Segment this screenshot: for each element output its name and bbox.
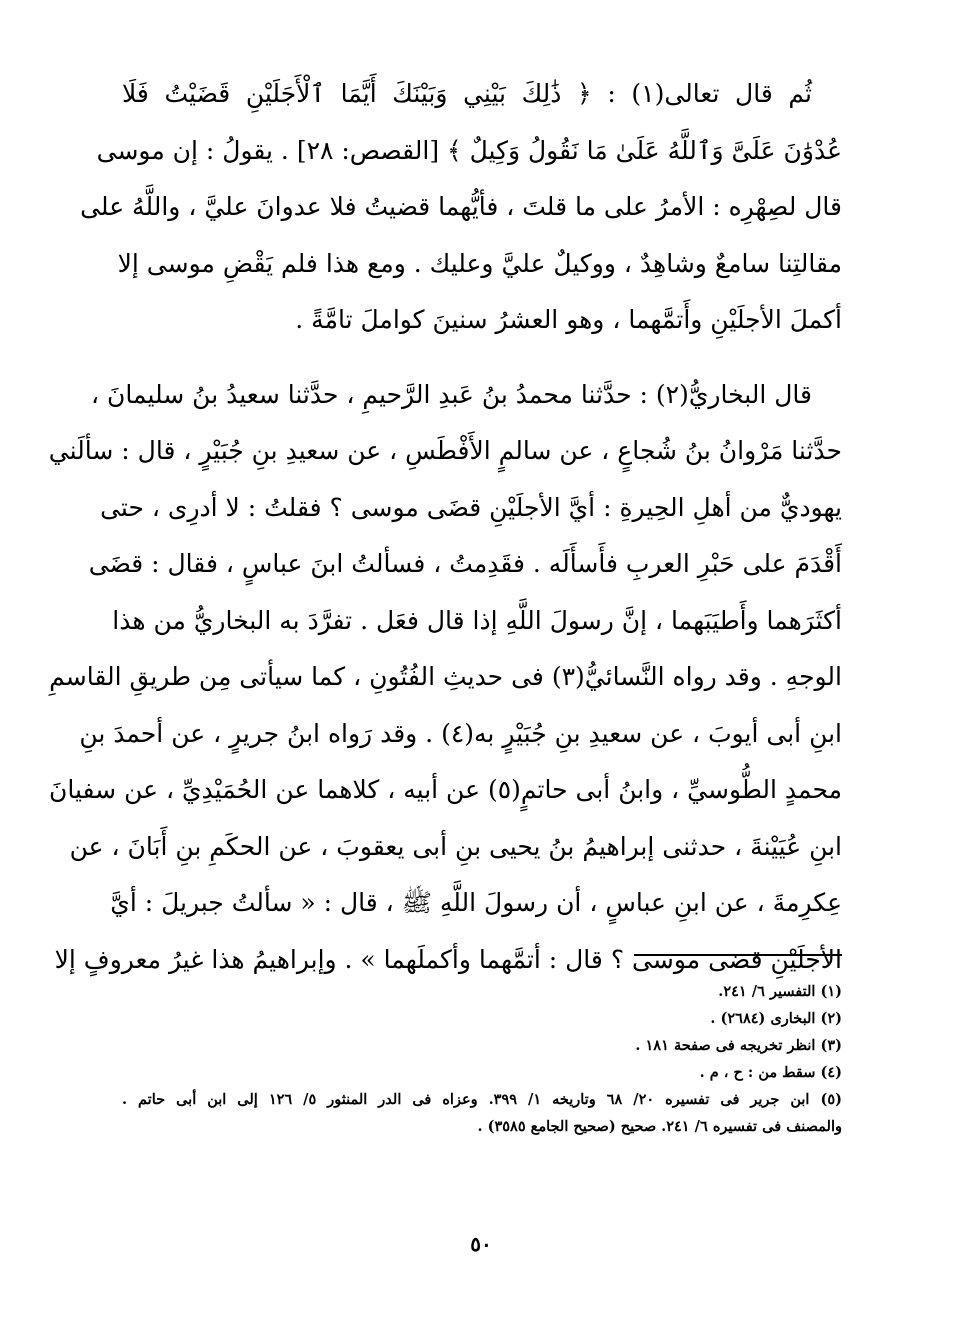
main-text — [48, 66, 842, 988]
footnote-continuation: والمصنف فى تفسيره ٦/ ٢٤١. صحيح (صحيح الجامع ٣٥٨٥) . — [477, 1118, 842, 1135]
footnote: (٤) سقط من : ح ، م . — [699, 1064, 842, 1081]
text-line: يهوديٌّ من أهلِ الحِيرةِ : أيَّ الأجلَيْنِ قضَى موسى ؟ فقلتُ : لا أدرِى ، حتى — [100, 492, 842, 522]
text-line: أكملَ الأجلَيْنِ وأَتمَّهما ، وهو العشرُ سنينَ كواملَ تامَّةً . — [295, 305, 842, 334]
paragraph-1 — [80, 66, 842, 349]
footnote: (١) التفسير ٦/ ٢٤١. — [718, 983, 842, 1000]
text-line: الوجهِ . وقد رواه النَّسائيُّ(٣) فى حديثِ الفُتُونِ ، كما سيأتى مِن طريقِ القاسمِ — [49, 662, 842, 691]
text-line: محمدٍ الطُّوسيِّ ، وابنُ أبى حاتمٍ(٥) عن أبيه ، كلاهما عن الحُمَيْدِيِّ ، عن سفيانَ — [49, 775, 842, 804]
text-line: ابنِ عُيَيْنةَ ، حدثنى إبراهيمُ بنُ يحيى بنِ أبى يعقوبَ ، عن الحكَمِ بنِ أَبَانَ ، عن — [69, 831, 842, 861]
text-line: ثُم قال تعالى(١) : ﴿ ذَٰلِكَ بَيْنِي وَبَيْنَكَ أَيَّمَا ٱلْأَجَلَيْنِ قَضَيْتُ فَلَا — [122, 79, 812, 108]
text-line: حدَّثنا مَرْوانُ بنُ شُجاعٍ ، عن سالمٍ الأَفْطَسِ ، عن سعيدِ بنِ جُبَيْرٍ ، قال : سألَني — [48, 436, 842, 465]
page-number: ٥٠ — [470, 1232, 492, 1256]
text-line: عُدْوَٰنَ عَلَىَّ وَٱللَّهُ عَلَىٰ مَا نَقُولُ وَكِيلٌ ﴾ [القصص: ٢٨] . يقولُ : إن موسى — [96, 135, 842, 165]
text-line: قال البخاريُّ(٢) : حدَّثنا محمدُ بنُ عَبدِ الرَّحيمِ ، حدَّثنا سعيدُ بنُ سليمانَ ، — [91, 379, 812, 409]
footnote: (٢) البخارى (٢٦٨٤) . — [710, 1010, 842, 1027]
footnote-separator — [634, 954, 842, 956]
text-line: أكثَرَهما وأَطيَبَهما ، إنَّ رسولَ اللَّهِ إذا قال فعَل . تفرَّدَ به البخاريُّ من هذا — [112, 605, 842, 635]
text-line: عِكرِمةَ ، عن ابنِ عباسٍ ، أن رسولَ اللَّهِ ﷺ ، قال : « سألتُ جبريلَ : أيَّ — [110, 888, 842, 917]
text-line: ابنِ أبى أيوبَ ، عن سعيدِ بنِ جُبَيْرٍ به(٤) . وقد رَواه ابنُ جريرٍ ، عن أحمدَ بنِ — [79, 718, 842, 748]
footnote: (٥) ابن جرير فى تفسيره ٢٠/ ٦٨ وتاريخه ١/ ٣٩٩. وعزاه فى الدر المنثور ٥/ ١٢٦ إلى ابن أبى حاتم . — [122, 1091, 842, 1108]
text-line: مقالتِنا سامعٌ وشاهِدٌ ، ووكيلٌ عليَّ وعليك . ومع هذا فلم يَقْضِ موسى إلا — [117, 248, 842, 278]
text-line: قال لصِهْرِه : الأمرُ على ما قلتَ ، فأيُّهما قضيتُ فلا عدوانَ عليَّ ، واللَّهُ على — [80, 192, 842, 221]
footnote: (٣) انظر تخريجه فى صفحة ١٨١ . — [635, 1037, 842, 1054]
text-line: أَقْدَمَ على حَبْرِ العربِ فأَسأَلَه . فقَدِمتُ ، فسألتُ ابنَ عباسٍ ، فقال : قضَى — [88, 549, 842, 578]
paragraph-2 — [48, 367, 842, 989]
text-line: الأجلَيْنِ قضى موسى ؟ قال : أتمَّهما وأكملَهما » . وإبراهيمُ هذا غيرُ معروفٍ إلا — [54, 944, 842, 974]
footnotes — [122, 978, 842, 1140]
